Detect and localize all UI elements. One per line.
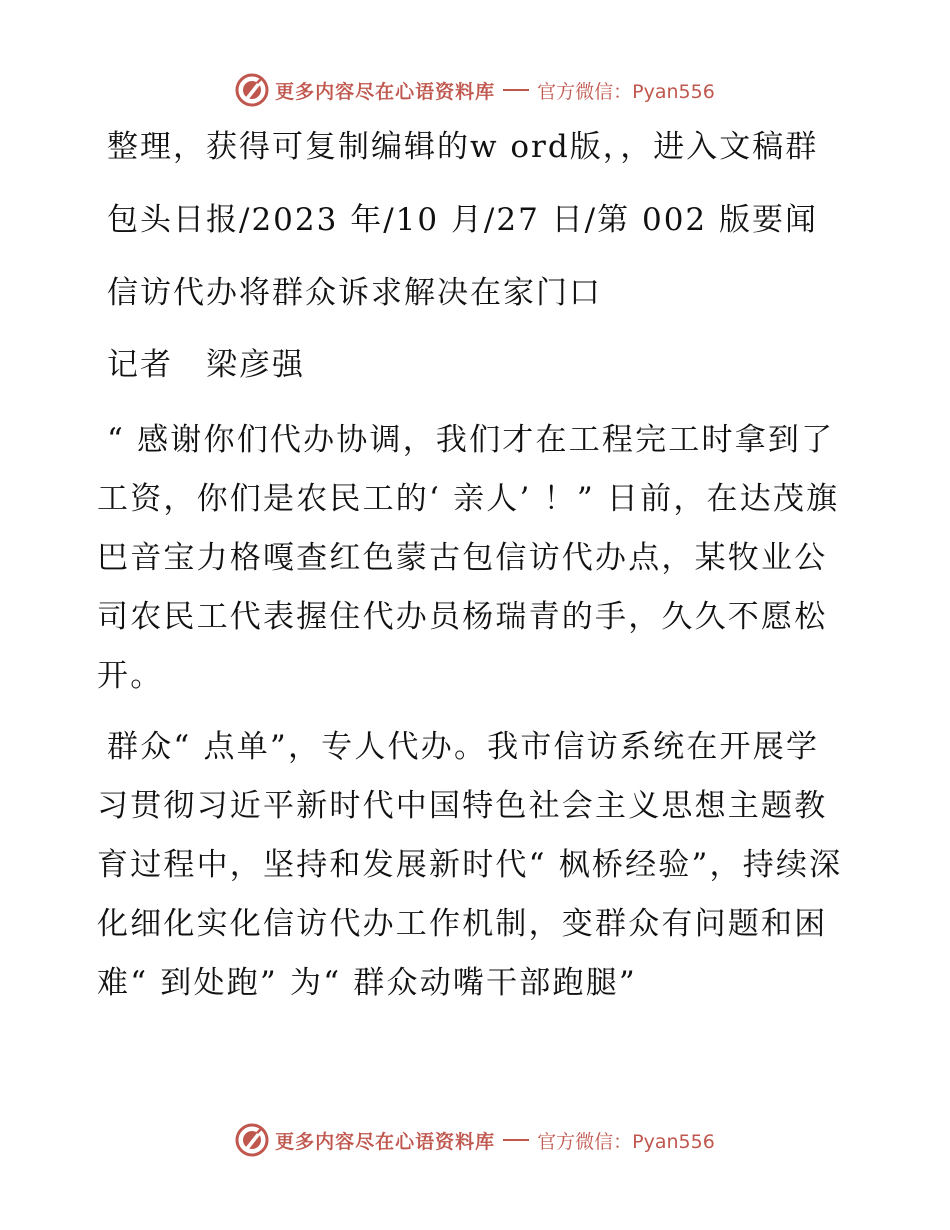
document-body [97, 118, 849, 1013]
watermark-banner-top [0, 70, 950, 110]
watermark-contact: 官方微信：Pyan556 [537, 1130, 715, 1153]
red-circle-pen-logo-icon [235, 73, 269, 107]
source-line: 包头日报/2023 年/10 月/27 日/第 002 版要闻 [107, 202, 819, 238]
intro-line: 整理，获得可复制编辑的w ord版，，进入文稿群 [107, 129, 819, 165]
watermark-text: 更多内容尽在心语资料库 [275, 80, 496, 103]
paragraph-1: “ 感谢你们代办协调，我们才在工程完工时拿到了工资，你们是农民工的‘ 亲人’ ！” 日前，在达茂旗巴音宝力格嘎查红色蒙古包信访代办点，某牧业公司农民工代表握住代办员杨瑞青的手，久久不愿松开。 [97, 422, 840, 694]
watermark-banner-bottom [0, 1120, 950, 1160]
watermark-dash [503, 89, 529, 91]
watermark-text: 更多内容尽在心语资料库 [275, 1130, 496, 1153]
watermark-dash [503, 1139, 529, 1141]
paragraph-2: 群众“ 点单”，专人代办。我市信访系统在开展学习贯彻习近平新时代中国特色社会主义思想主题教育过程中，坚持和发展新时代“ 枫桥经验”，持续深化细化实化信访代办工作机制，变群众有问题和困难“ 到处跑” 为“ 群众动嘴干部跑腿” [97, 729, 843, 1001]
reporter-line: 记者 梁彦强 [107, 347, 305, 383]
article-headline: 信访代办将群众诉求解决在家门口 [107, 275, 602, 311]
red-circle-pen-logo-icon [235, 1123, 269, 1157]
watermark-contact: 官方微信：Pyan556 [537, 80, 715, 103]
